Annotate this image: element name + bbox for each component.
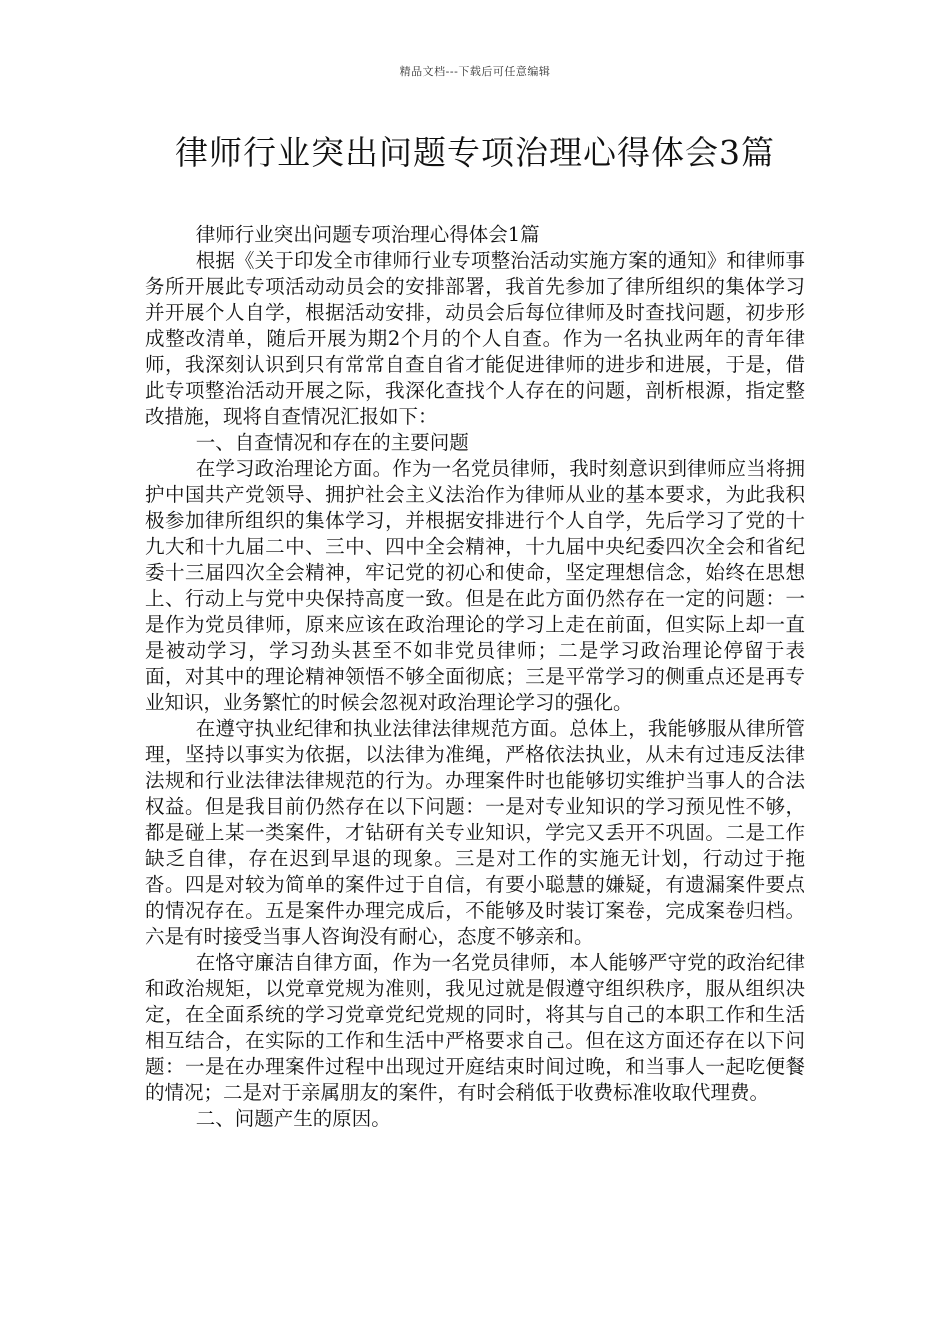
discipline-paragraph: 在遵守执业纪律和执业法律法律规范方面。总体上，我能够服从律所管理，坚持以事实为依据，以法律为准绳，严格依法执业，从未有过违反法律法规和行业法律法律规范的行为。办理案件时也能够切实维护当事人的合法权益。但是我目前仍然存在以下问题：一是对专业知识的学习预见性不够，都是碰上某一类案件，才钻研有关专业知识，学完又丢开不巩固。二是工作缺乏自律，存在迟到早退的现象。三是对工作的实施无计划，行动过于拖沓。四是对较为简单的案件过于自信，有要小聪慧的嫌疑，有遗漏案件要点的情况存在。五是案件办理完成后，不能够及时装订案卷，完成案卷归档。六是有时接受当事人咨询没有耐心，态度不够亲和。 (145, 717, 805, 948)
section-heading-2: 二、问题产生的原因。 (195, 1107, 391, 1130)
header-note: 精品文档---下载后可任意编辑 (399, 65, 551, 78)
intro-paragraph: 根据《关于印发全市律师行业专项整治活动实施方案的通知》和律师事务所开展此专项活动动员会的安排部署，我首先参加了律所组织的集体学习并开展个人自学，根据活动安排，动员会后每位律师及时查找问题，初步形成整改清单，随后开展为期2个月的个人自查。作为一名执业两年的青年律师，我深刻认识到只有常常自查自省才能促进律师的进步和进展，于是，借此专项整治活动开展之际，我深化查找个人存在的问题，剖析根源，指定整改措施，现将自查情况汇报如下： (145, 249, 805, 428)
political-theory-paragraph: 在学习政治理论方面。作为一名党员律师，我时刻意识到律师应当将拥护中国共产党领导、拥护社会主义法治作为律师从业的基本要求，为此我积极参加律所组织的集体学习，并根据安排进行个人自学，先后学习了党的十九大和十九届二中、三中、四中全会精神，十九届中央纪委四次全会和省纪委十三届四次全会精神，牢记党的初心和使命，坚定理想信念，始终在思想上、行动上与党中央保持高度一致。但是在此方面仍然存在一定的问题：一是作为党员律师，原来应该在政治理论的学习上走在前面，但实际上却一直是被动学习，学习劲头甚至不如非党员律师；二是学习政治理论停留于表面，对其中的理论精神领悟不够全面彻底；三是平常学习的侧重点还是再专业知识，业务繁忙的时候会忽视对政治理论学习的强化。 (145, 457, 805, 714)
subtitle-paragraph: 律师行业突出问题专项治理心得体会1篇 (195, 223, 540, 246)
integrity-paragraph: 在恪守廉洁自律方面，作为一名党员律师，本人能够严守党的政治纪律和政治规矩，以党章党规为准则，我见过就是假遵守组织秩序，服从组织决定，在全面系统的学习党章党纪党规的同时，将其与自己的本职工作和生活相互结合，在实际的工作和生活中严格要求自己。但在这方面还存在以下问题：一是在办理案件过程中出现过开庭结束时间过晚，和当事人一起吃便餐的情况；二是对于亲属朋友的案件，有时会稍低于收费标准收取代理费。 (145, 951, 805, 1104)
section-heading-1: 一、自查情况和存在的主要问题 (195, 431, 469, 454)
document-body (145, 222, 805, 1132)
document-title: 律师行业突出问题专项治理心得体会3篇 (175, 133, 775, 172)
